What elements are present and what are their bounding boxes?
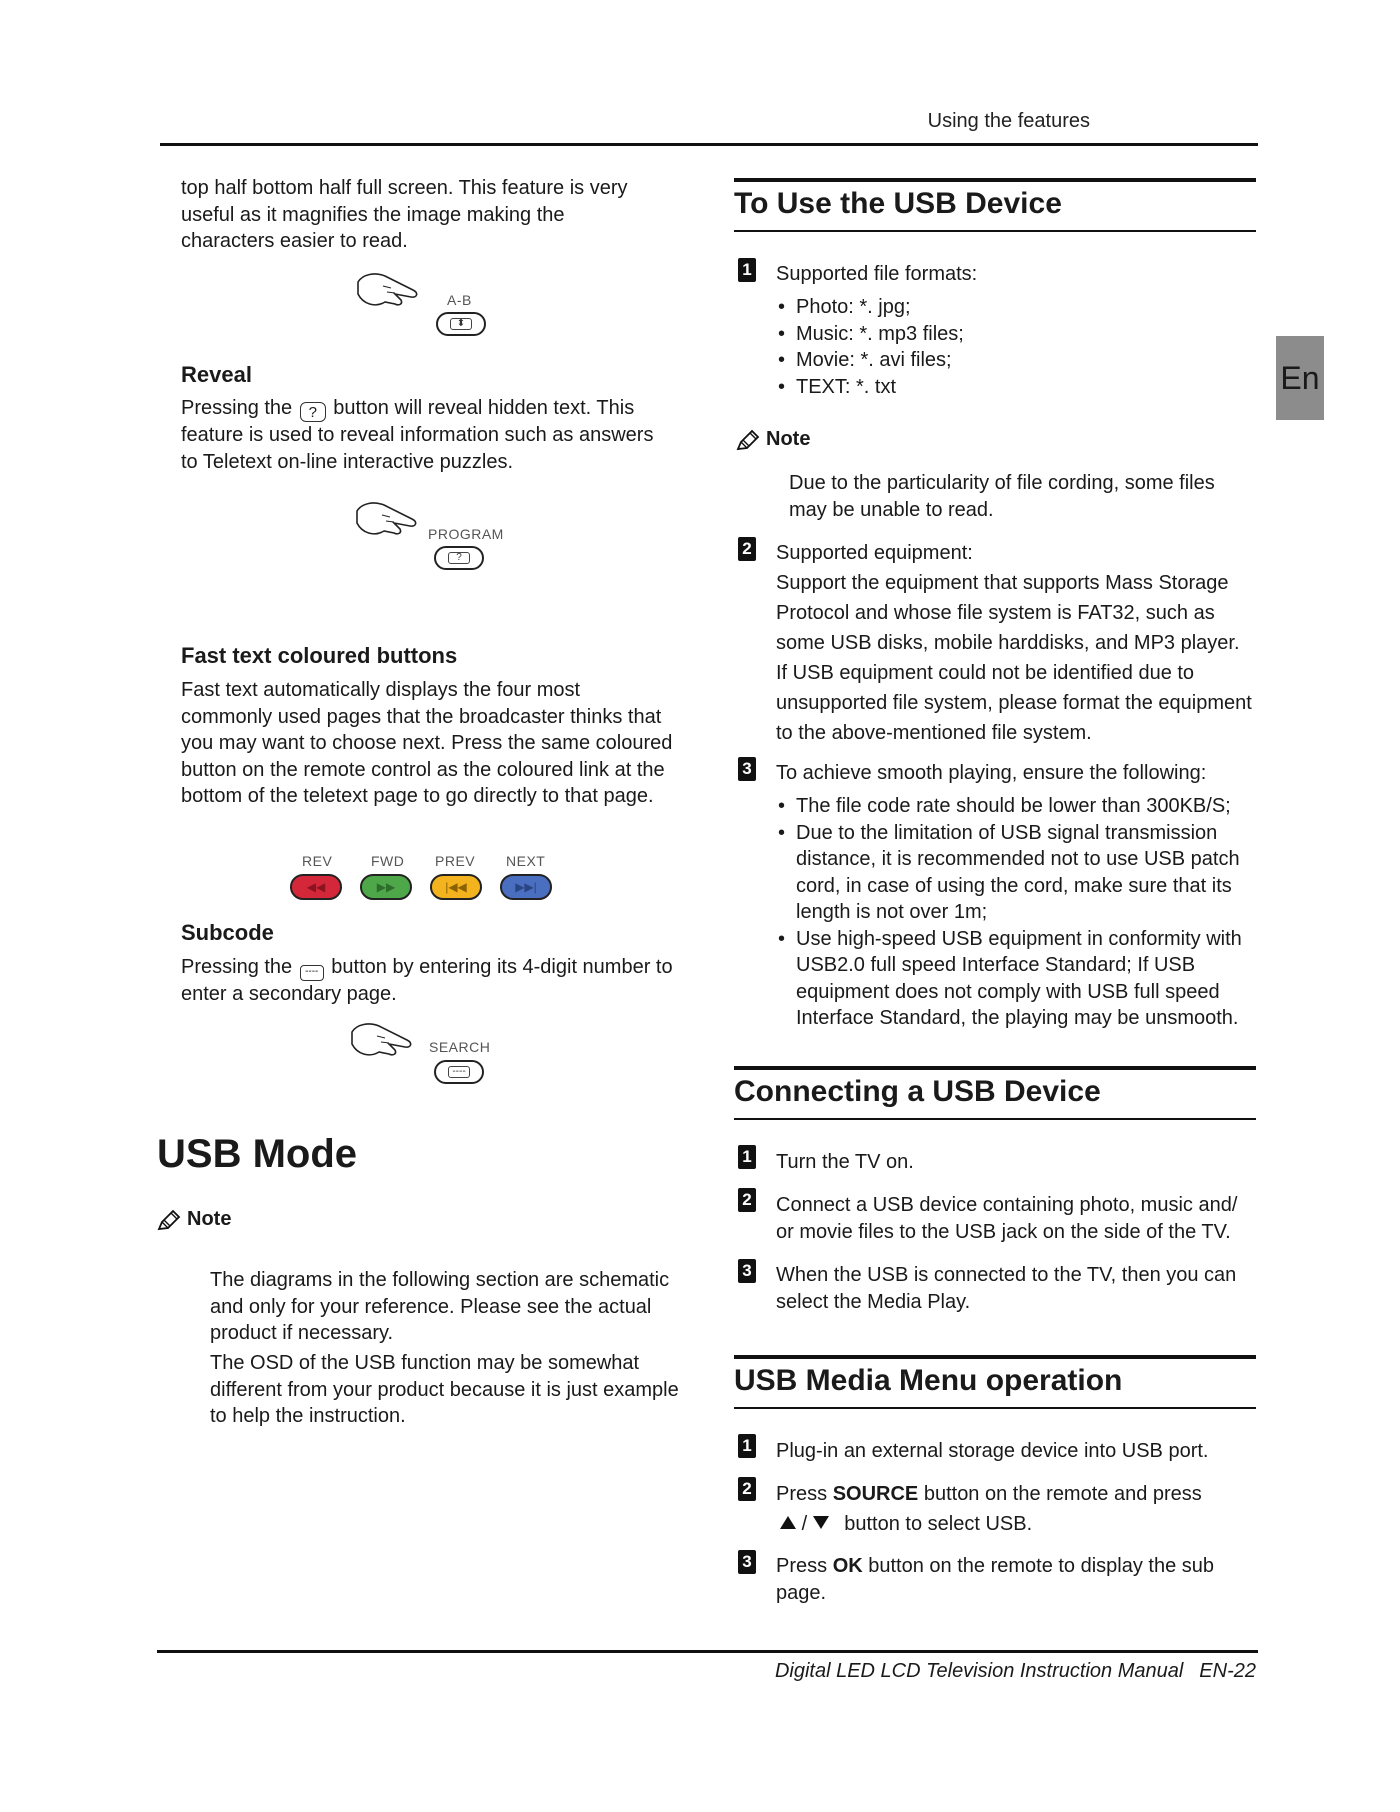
search-remote-button	[434, 1060, 484, 1084]
media-step-text	[776, 1481, 1254, 1508]
language-tab-label: En	[1280, 359, 1320, 396]
section-rule-bottom	[734, 230, 1256, 232]
media-step2-line2	[780, 1511, 1250, 1538]
hand-pointer-icon	[354, 497, 430, 546]
section-rule-top	[734, 178, 1256, 182]
list-item: • Music: *. mp3 files;	[776, 321, 1246, 348]
formats-list	[776, 294, 1246, 400]
list-item: • Movie: *. avi files;	[776, 347, 1246, 374]
ab-label: A-B	[447, 292, 472, 308]
subcode-text-after: button by entering its 4-digit number to enter a secondary page.	[181, 956, 673, 1005]
usb-mode-note-heading	[157, 1208, 231, 1231]
media-step3-before: Press	[776, 1555, 828, 1577]
list-item: • The file code rate should be lower than 300KB/S;	[776, 793, 1262, 820]
colour-buttons-row	[290, 853, 560, 913]
footer	[775, 1660, 1256, 1683]
media-step2-before: Press	[776, 1483, 828, 1505]
usb-mode-note-paragraph-2: The OSD of the USB function may be somewhat different from your product because it is just example to help the instruction.	[210, 1352, 679, 1427]
connecting-step-text: When the USB is connected to the TV, then you can select the Media Play.	[776, 1264, 1237, 1313]
step-number: 3	[738, 757, 756, 781]
skip-forward-icon: ▶▶|	[515, 880, 537, 894]
footer-rule	[157, 1650, 1258, 1653]
media-step-text	[776, 1553, 1254, 1606]
subcode-text-before: Pressing the	[181, 956, 293, 978]
next-label: NEXT	[506, 853, 546, 869]
skip-back-icon: |◀◀	[445, 880, 467, 894]
footer-manual-title: Digital LED LCD Television Instruction Manual	[774, 1660, 1184, 1682]
step-number: 1	[738, 1145, 756, 1169]
usb-mode-heading: USB Mode	[157, 1132, 357, 1176]
media-menu-title: USB Media Menu operation	[734, 1364, 1123, 1397]
rewind-icon: ◀◀	[306, 880, 326, 894]
pencil-icon	[157, 1209, 181, 1231]
step-number: 2	[738, 1188, 756, 1212]
section-rule-bottom	[734, 1118, 1256, 1120]
smooth-intro: To achieve smooth playing, ensure the following:	[776, 762, 1207, 784]
page-header-title: Using the features	[927, 110, 1090, 132]
subcode-heading: Subcode	[181, 920, 274, 945]
program-remote-button	[434, 546, 484, 570]
arrow-separator: /	[801, 1513, 808, 1535]
language-tab	[1276, 336, 1324, 420]
subcode-paragraph	[181, 954, 676, 1008]
step-number: 2	[738, 537, 756, 561]
list-item: • Use high-speed USB equipment in conformity with USB2.0 full speed Interface Standard; If USB equipment does not comply with USB full speed Interface Standard, the playing may be unsmooth.	[776, 926, 1262, 1032]
smooth-list	[776, 793, 1262, 1032]
green-forward-button	[360, 874, 412, 900]
usb-mode-note-label: Note	[187, 1208, 232, 1230]
updown-icon: ⬍	[450, 318, 472, 330]
fasttext-heading: Fast text coloured buttons	[181, 643, 458, 668]
search-label: SEARCH	[429, 1039, 491, 1055]
step-number: 3	[738, 1259, 756, 1283]
reveal-text-after: button will reveal hidden text. This feature is used to reveal information such as answers to Teletext on-line interactive puzzles.	[181, 397, 654, 473]
use-usb-title: To Use the USB Device	[734, 187, 1062, 220]
subcode-icon: ----	[448, 1066, 470, 1078]
equipment-title: Supported equipment:	[776, 542, 973, 564]
step-number: 2	[738, 1477, 756, 1501]
media-step3-after: button on the remote to display the sub page.	[776, 1555, 1215, 1604]
formats-intro: Supported file formats:	[776, 263, 978, 285]
blue-next-button	[500, 874, 552, 900]
forward-icon: ▶▶	[376, 880, 396, 894]
arrow-down-icon	[813, 1516, 829, 1529]
prev-label: PREV	[435, 853, 476, 869]
reveal-text-before: Pressing the	[181, 397, 293, 419]
step-number: 1	[738, 1434, 756, 1458]
step-number: 1	[738, 258, 756, 282]
media-step-text: Plug-in an external storage device into USB port.	[776, 1440, 1209, 1462]
use-usb-note-heading	[736, 428, 810, 451]
arrow-up-icon	[780, 1516, 796, 1529]
reveal-button-icon: ?	[300, 402, 326, 422]
list-item: • Due to the limitation of USB signal transmission distance, it is recommended not to use USB patch cord, in case of using the cord, make sure that its length is not over 1m;	[776, 820, 1262, 926]
fwd-label: FWD	[371, 853, 405, 869]
fasttext-paragraph: Fast text automatically displays the four most commonly used pages that the broadcaster thinks that you may want to choose next. Press the same coloured button on the remote control as the coloured link at the bottom of the teletext page to go directly to that page.	[181, 679, 673, 807]
section-rule-bottom	[734, 1407, 1256, 1409]
reveal-heading: Reveal	[181, 362, 252, 387]
list-item: • TEXT: *. txt	[776, 374, 1246, 401]
use-usb-note-text: Due to the particularity of file cording, some files may be unable to read.	[789, 472, 1215, 521]
intro-paragraph: top half bottom half full screen. This feature is very useful as it magnifies the image making the characters easier to read.	[181, 177, 628, 252]
section-rule-top	[734, 1066, 1256, 1070]
connecting-step-text: Turn the TV on.	[776, 1151, 914, 1173]
rev-label: REV	[302, 853, 333, 869]
program-label: PROGRAM	[428, 526, 504, 542]
yellow-prev-button	[430, 874, 482, 900]
section-rule-top	[734, 1355, 1256, 1359]
connecting-title: Connecting a USB Device	[734, 1075, 1101, 1108]
equipment-text: Support the equipment that supports Mass Storage Protocol and whose file system is FAT32, such as some USB disks, mobile harddisks, and MP3 player. If USB equipment could not be identified due to unsupported file system, please format the equipment to the above-mentioned file system.	[776, 572, 1252, 744]
reveal-icon: ?	[448, 552, 470, 564]
subcode-button-icon: ----	[300, 965, 324, 981]
red-rewind-button	[290, 874, 342, 900]
usb-mode-note-paragraph-1: The diagrams in the following section are schematic and only for your reference. Please see the actual product if necessary.	[210, 1269, 670, 1344]
pencil-icon	[736, 429, 760, 451]
ab-remote-button	[436, 312, 486, 336]
hand-pointer-icon	[355, 268, 431, 317]
connecting-step-text: Connect a USB device containing photo, music and/ or movie files to the USB jack on the side of the TV.	[776, 1194, 1238, 1243]
media-step2-after: button on the remote and press	[923, 1483, 1202, 1505]
step-number: 3	[738, 1550, 756, 1574]
page-number: EN-22	[1199, 1660, 1256, 1682]
reveal-paragraph	[181, 395, 671, 475]
use-usb-note-label: Note	[766, 428, 811, 450]
source-key-label: SOURCE	[832, 1483, 919, 1505]
media-step2-line2-text: button to select USB.	[844, 1513, 1033, 1535]
header-rule	[160, 143, 1258, 146]
hand-pointer-icon	[349, 1018, 425, 1067]
list-item: • Photo: *. jpg;	[776, 294, 1246, 321]
ok-key-label: OK	[832, 1555, 863, 1577]
